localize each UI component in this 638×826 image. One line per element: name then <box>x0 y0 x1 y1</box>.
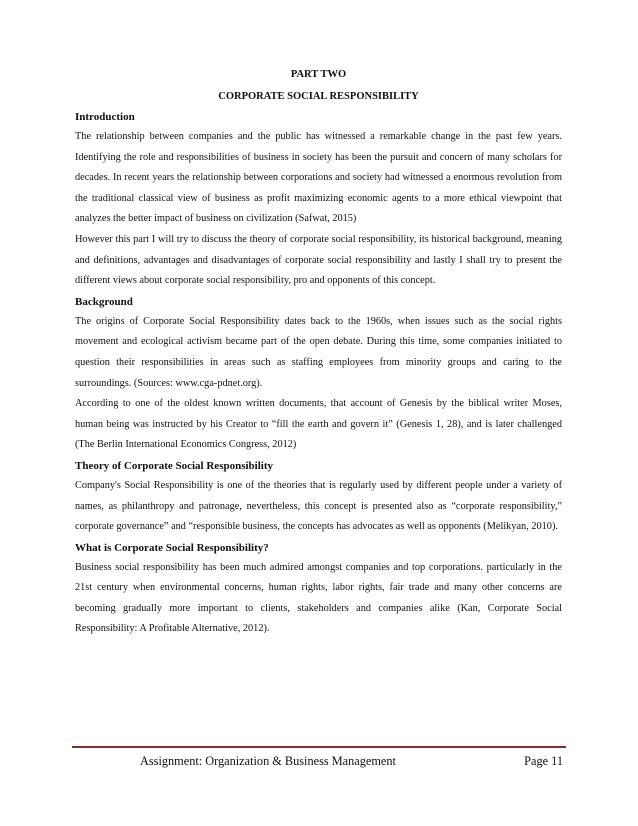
page-content <box>75 67 562 640</box>
main-title: CORPORATE SOCIAL RESPONSIBILITY <box>218 91 419 102</box>
paragraph: The origins of Corporate Social Responsibility dates back to the 1960s, when issues such as the social rights movement and ecological activism became part of the open debate. During this time, some companies initiated to question their responsibilities in areas such as staffing employees from minority groups and caring to the surroundings. (Sources: www.cga-pdnet.org). <box>75 315 562 389</box>
section-heading-theory: Theory of Corporate Social Responsibility <box>75 459 273 472</box>
footer-rule <box>72 746 566 748</box>
paragraph: According to one of the oldest known written documents, that account of Genesis by the biblical writer Moses, human being was instructed by his Creator to “fill the earth and govern it” (Genesis 1, 28), and is later challenged (The Berlin International Economics Congress, 2012) <box>75 398 562 451</box>
footer-title: Assignment: Organization & Business Management <box>140 754 396 768</box>
section-heading-background: Background <box>75 295 133 308</box>
paragraph: However this part I will try to discuss the theory of corporate social responsibility, its historical background, meaning and definitions, advantages and disadvantages of corporate social responsibility and lastly I shall try to present the different views about corporate social responsibility, pro and opponents of this concept. <box>75 233 562 287</box>
paragraph: Company's Social Responsibility is one of the theories that is regularly used by different people under a variety of names, as philanthropy and patronage, nevertheless, this concept is presented also as “corporate responsibility,” corporate governance” and “responsible business, the concepts has advocates as well as opponents (Melikyan, 2010). <box>75 479 562 533</box>
page-number: Page 11 <box>524 754 563 768</box>
paragraph: The relationship between companies and the public has witnessed a remarkable change in the past few years. Identifying the role and responsibilities of business in society has been the pursuit and concern of many scholars for decades. In recent years the relationship between corporations and society had witnessed a enormous revolution from the traditional classical view of business as profit maximizing economic agents to a more ethical viewpoint that analyzes the better impact of business on civilization (Safwat, 2015) <box>75 131 562 225</box>
paragraph: Business social responsibility has been much admired amongst companies and top corporations. particularly in the 21st century when environmental concerns, human rights, labor rights, fair trade and many other concerns are becoming gradually more important to clients, stakeholders and companies alike (Kan, Corporate Social Responsibility: A Profitable Alternative, 2012). <box>75 561 562 635</box>
part-title: PART TWO <box>290 69 347 80</box>
section-heading-introduction: Introduction <box>75 111 135 123</box>
section-heading-what-is-csr: What is Corporate Social Responsibility? <box>75 541 269 554</box>
